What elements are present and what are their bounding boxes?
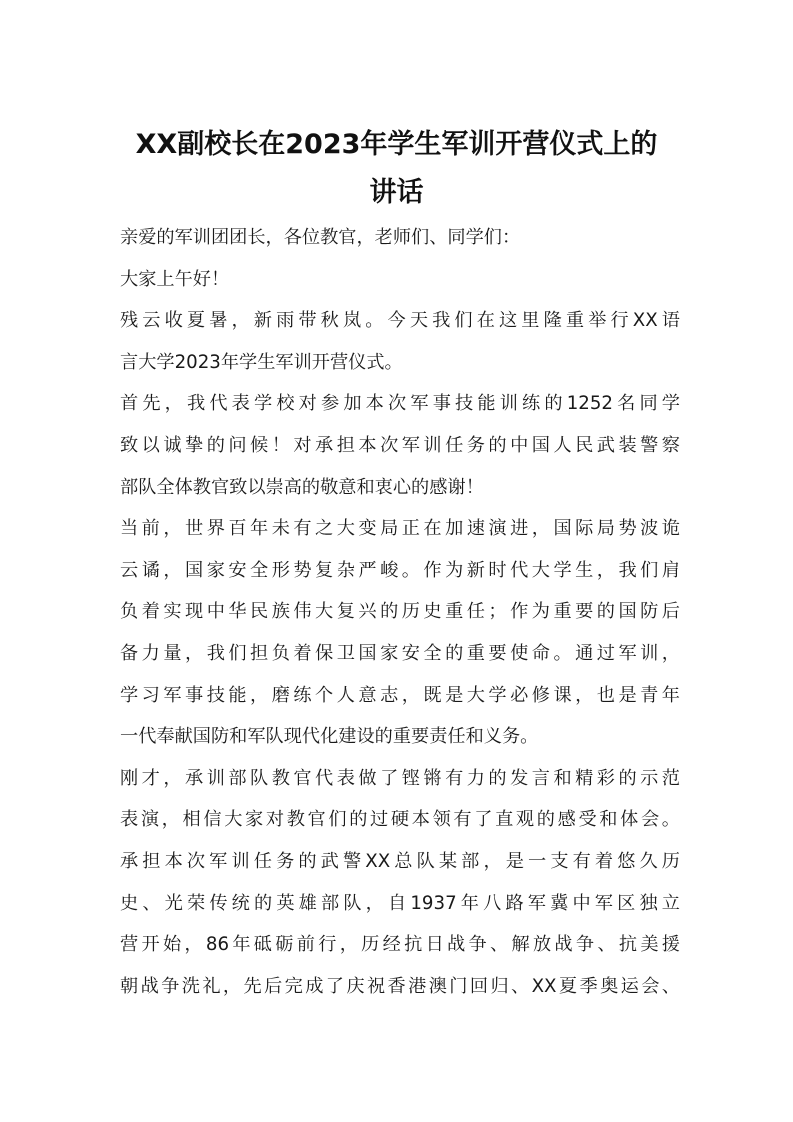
paragraph-line: 承担本次军训任务的武警XX总队某部，是一支有着悠久历 [120,850,680,872]
document-body [120,217,680,1007]
paragraph-line: 云谲，国家安全形势复杂严峻。作为新时代大学生，我们肩 [120,559,680,581]
document-title-line-1: XX副校长在2023年学生军训开营仪式上的 [135,129,658,160]
paragraph-line: 刚才，承训部队教官代表做了铿锵有力的发言和精彩的示范 [120,767,680,789]
paragraph-line: 一代奉献国防和军队现代化建设的重要责任和义务。 [120,726,539,748]
paragraph-line: 负着实现中华民族伟大复兴的历史重任；作为重要的国防后 [120,601,680,623]
paragraph-line: 营开始，86年砥砺前行，历经抗日战争、解放战争、抗美援 [120,934,680,956]
paragraph-line: 表演，相信大家对教官们的过硬本领有了直观的感受和体会。 [120,809,680,831]
paragraph-line: 残云收夏暑，新雨带秋岚。今天我们在这里隆重举行XX语 [120,310,680,332]
paragraph-line: 史、光荣传统的英雄部队，自1937年八路军冀中军区独立 [120,892,680,914]
paragraph-line: 备力量，我们担负着保卫国家安全的重要使命。通过军训， [120,642,680,664]
paragraph-line: 首先，我代表学校对参加本次军事技能训练的1252名同学 [120,393,680,415]
paragraph-line: 致以诚挚的问候！对承担本次军训任务的中国人民武装警察 [120,434,680,456]
paragraph-line: 学习军事技能，磨练个人意志，既是大学必修课，也是青年 [120,684,680,706]
salutation-line: 亲爱的军训团团长，各位教官，老师们、同学们： [120,227,521,248]
paragraph-line: 言大学2023年学生军训开营仪式。 [120,351,403,373]
paragraph-line: 当前，世界百年未有之大变局正在加速演进，国际局势波诡 [120,518,680,540]
paragraph-line: 朝战争洗礼，先后完成了庆祝香港澳门回归、XX夏季奥运会、 [120,975,680,997]
greeting-line: 大家上午好！ [120,268,230,290]
paragraph-line: 部队全体教官致以崇高的敬意和衷心的感谢！ [120,476,484,498]
document-title-line-2: 讲话 [369,177,424,208]
